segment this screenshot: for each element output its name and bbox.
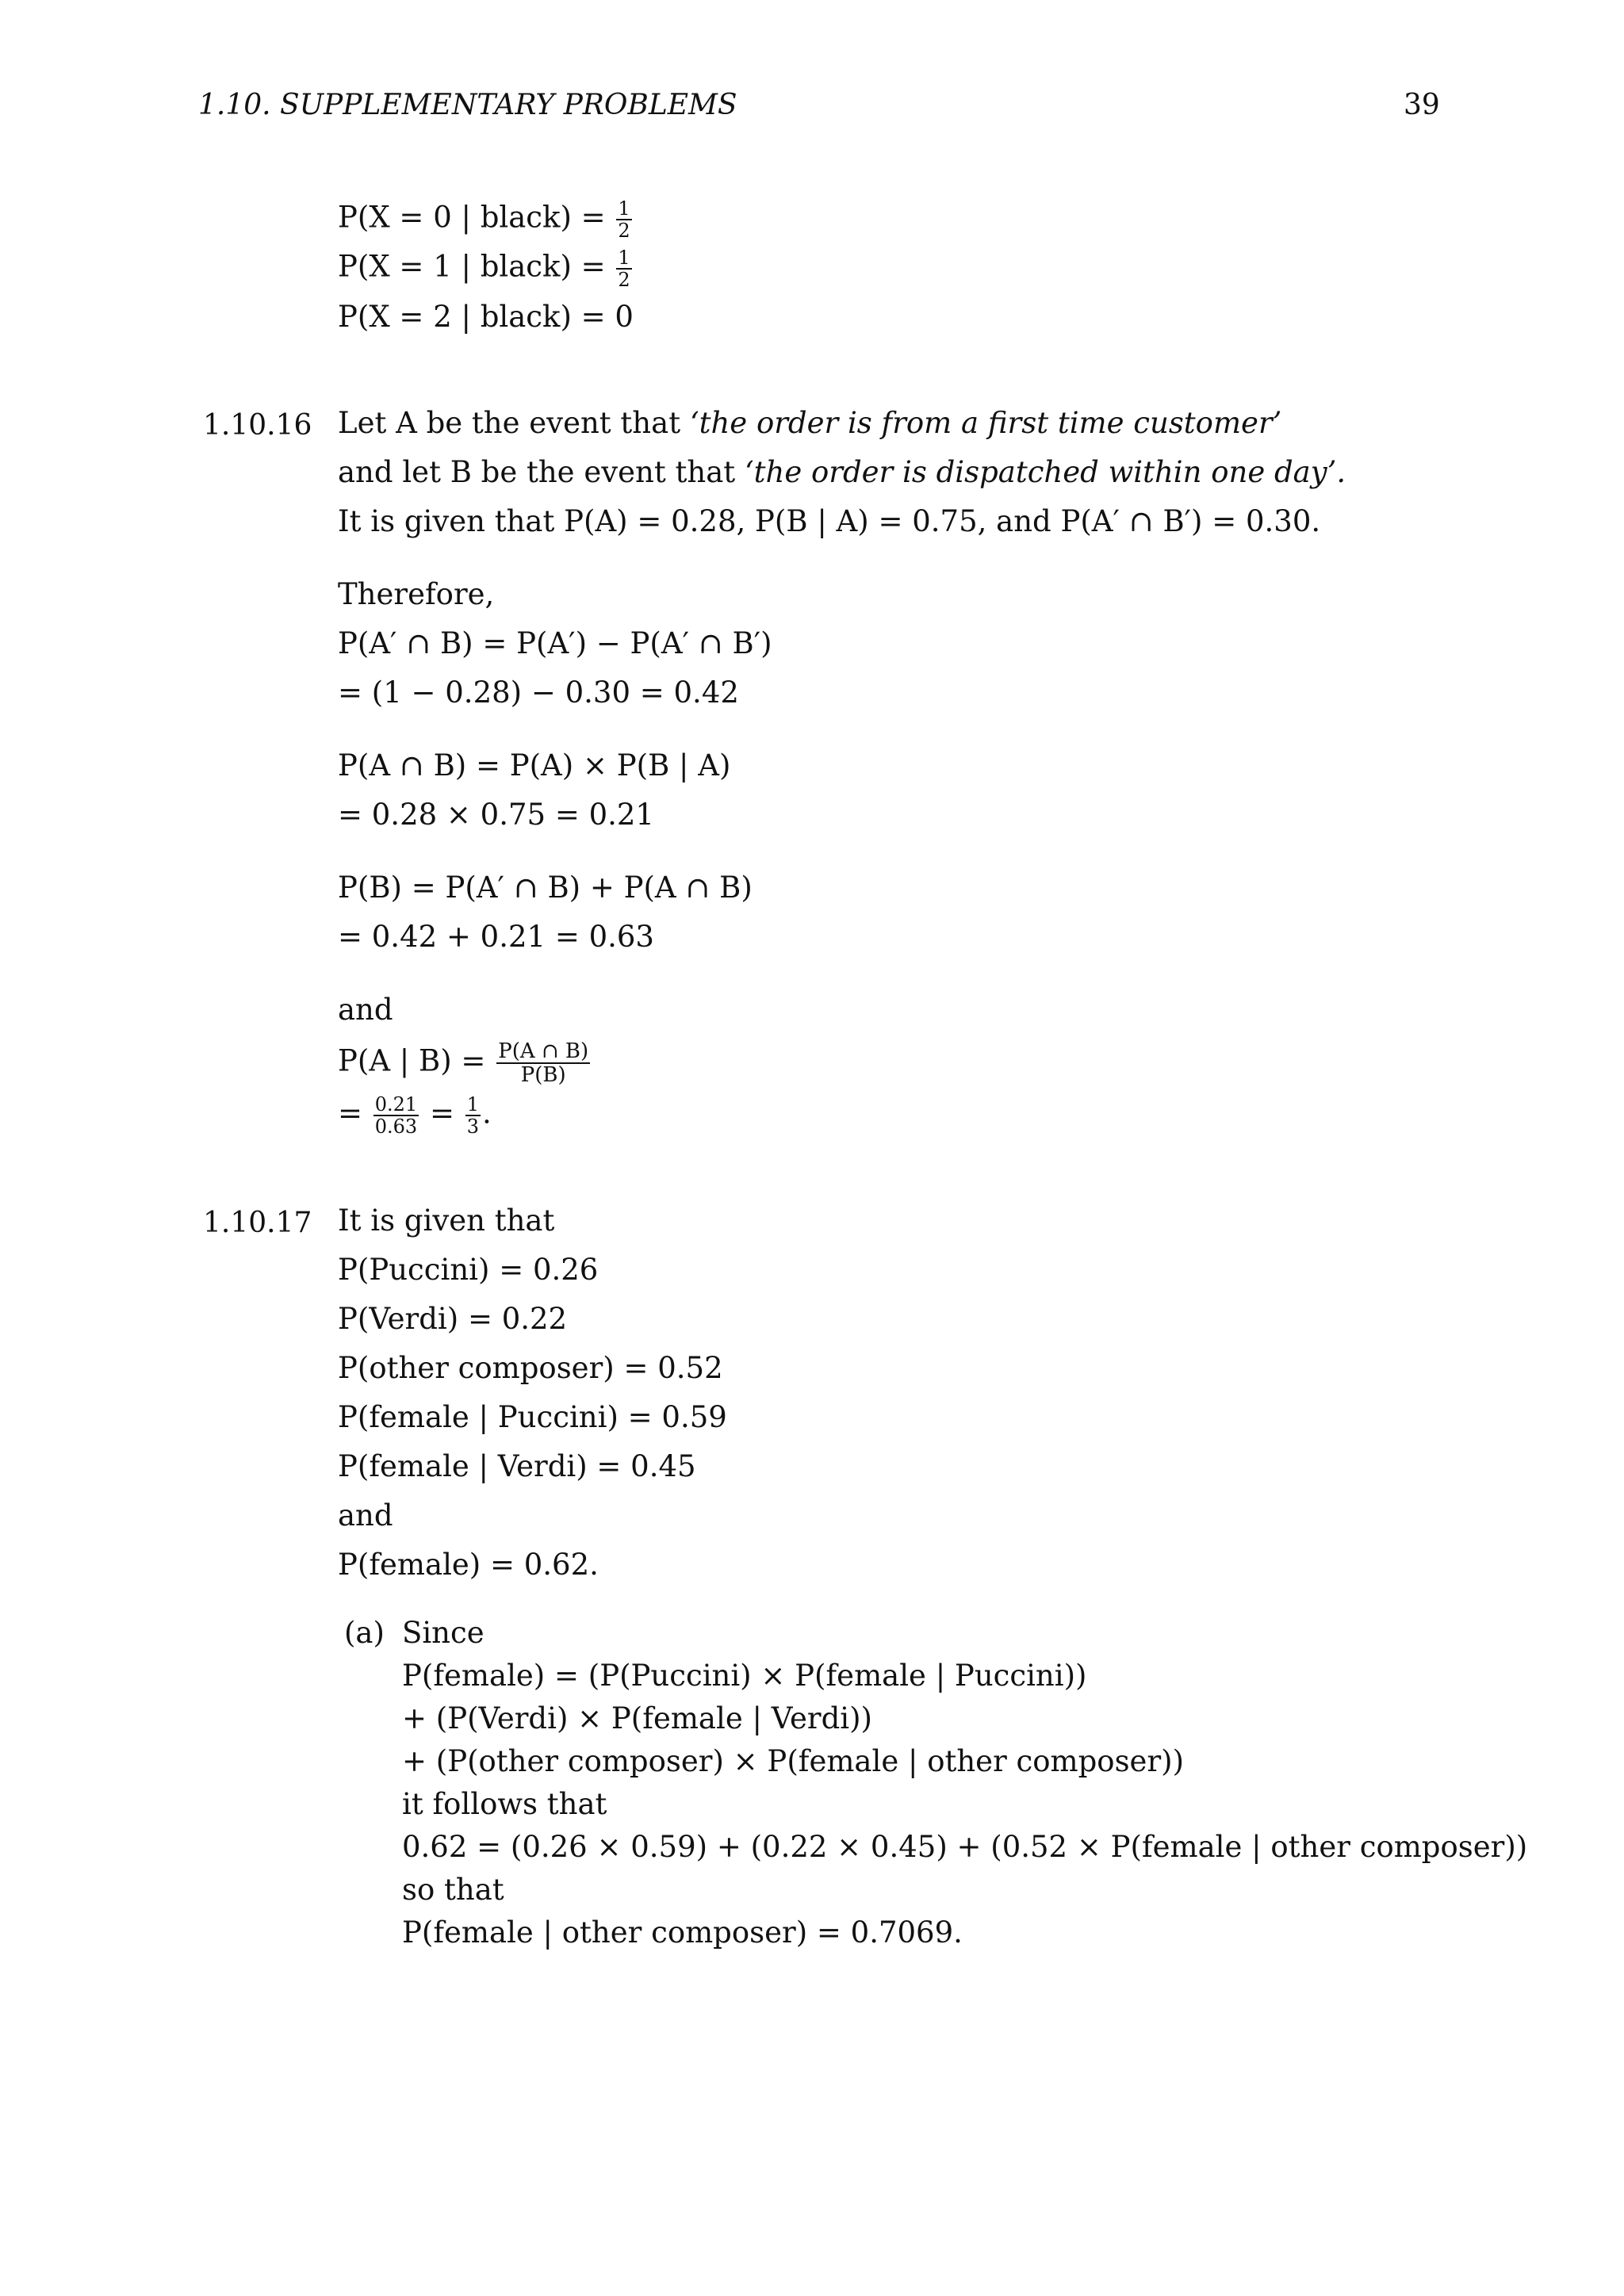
fraction: $\frac{1}{2}$ xyxy=(618,197,630,242)
given-value-line: P(other composer) = 0.52 xyxy=(338,1351,723,1385)
problem-text-line: It is given that P(A) = 0.28, P(B | A) = 0.75, and P(A′ ∩ B′) = 0.30. xyxy=(338,504,1321,538)
equation-line: P(A ∩ B) = P(A) × P(B | A) xyxy=(338,748,731,783)
problem-text-line: and let B be the event that ‘the order is dispatched within one day’. xyxy=(338,455,1346,489)
equation-line: + (P(Verdi) × P(female | Verdi)) xyxy=(402,1701,872,1735)
problem-text-line: and xyxy=(338,1498,393,1533)
problem-number: 1.10.17 xyxy=(203,1207,312,1239)
solution-text: Therefore, xyxy=(338,577,495,611)
given-value-line: P(Puccini) = 0.26 xyxy=(338,1253,599,1287)
given-value-line: P(female) = 0.62. xyxy=(338,1548,599,1582)
solution-text: it follows that xyxy=(402,1787,607,1821)
given-value-line: P(female | Verdi) = 0.45 xyxy=(338,1449,696,1483)
equation-line: P(B) = P(A′ ∩ B) + P(A ∩ B) xyxy=(338,871,753,905)
equation-line: = 0.28 × 0.75 = 0.21 xyxy=(338,798,654,832)
problem-text-line: It is given that xyxy=(338,1203,555,1238)
fraction: $\frac{P(A \cap B)}{P(B)}$ xyxy=(498,1039,589,1087)
conditional-prob-line: P(X = 0 | black) = $\frac{1}{2}$ xyxy=(338,197,630,242)
equation-line: = (1 − 0.28) − 0.30 = 0.42 xyxy=(338,675,739,710)
equation-line: = $\frac{0.21}{0.63}$ = $\frac{1}{3}$ . xyxy=(338,1093,492,1138)
fraction: $\frac{1}{3}$ xyxy=(466,1093,480,1138)
equation-line: P(female | other composer) = 0.7069. xyxy=(402,1915,963,1950)
conditional-prob-line: P(X = 1 | black) = $\frac{1}{2}$ xyxy=(338,247,630,291)
running-header: 1.10. SUPPLEMENTARY PROBLEMS xyxy=(198,89,737,121)
equation-line: + (P(other composer) × P(female | other composer)) xyxy=(402,1744,1185,1778)
equation-line: P(A | B) = $\frac{P(A \cap B)}{P(B)}$ xyxy=(338,1039,589,1087)
problem-text-line: Let A be the event that ‘the order is from a first time customer’ xyxy=(338,406,1282,440)
equation-line: P(A′ ∩ B) = P(A′) − P(A′ ∩ B′) xyxy=(338,626,772,660)
equation-line: 0.62 = (0.26 × 0.59) + (0.22 × 0.45) + (0.52 × P(female | other composer)) xyxy=(402,1830,1528,1864)
solution-text: so that xyxy=(402,1873,504,1907)
problem-number: 1.10.16 xyxy=(203,409,312,442)
page-number: 39 xyxy=(1404,89,1440,121)
solution-text: Since xyxy=(402,1616,485,1650)
solution-text: and xyxy=(338,993,393,1027)
given-value-line: P(Verdi) = 0.22 xyxy=(338,1302,568,1336)
part-label: (a) xyxy=(344,1616,385,1650)
conditional-prob-line: P(X = 2 | black) = 0 xyxy=(338,300,634,334)
fraction: $\frac{0.21}{0.63}$ xyxy=(374,1093,418,1138)
given-value-line: P(female | Puccini) = 0.59 xyxy=(338,1400,727,1434)
equation-line: = 0.42 + 0.21 = 0.63 xyxy=(338,920,654,954)
equation-line: P(female) = (P(Puccini) × P(female | Puccini)) xyxy=(402,1659,1087,1693)
fraction: $\frac{1}{2}$ xyxy=(618,247,630,291)
